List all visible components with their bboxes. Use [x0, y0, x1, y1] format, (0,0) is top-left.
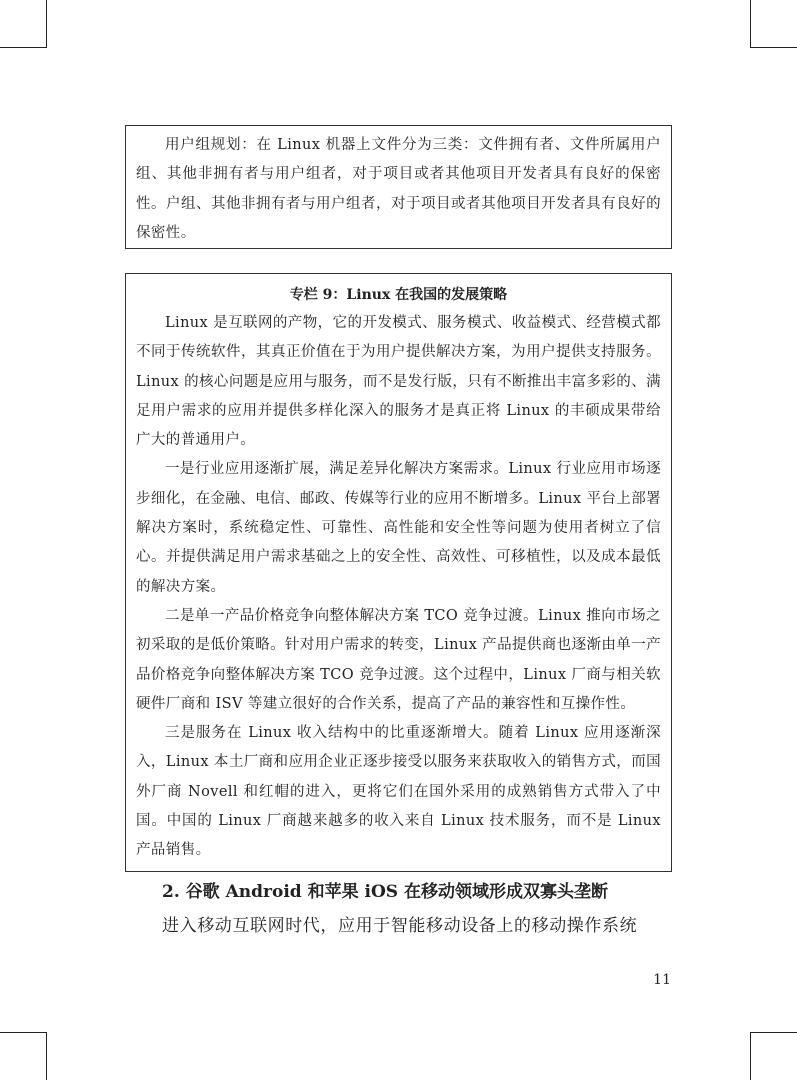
crop-mark — [750, 1032, 751, 1080]
body-paragraph: 进入移动互联网时代，应用于智能移动设备上的移动操作系统 — [162, 916, 638, 936]
crop-mark — [750, 0, 751, 48]
crop-mark — [751, 1032, 797, 1033]
crop-mark — [0, 1032, 46, 1033]
page-number: 11 — [653, 972, 671, 988]
sidebar-paragraph: 三是服务在 Linux 收入结构中的比重逐渐增大。随着 Linux 应用逐渐深入，Linux 本土厂商和应用企业正逐步接受以服务来获取收入的销售方式，而国外厂商 Novell 和红帽的进入，更将它们在国外采用的成熟销售方式带入了中国。中国的 Linux 厂商越来越多的收入来自 Linux 技术服务，而不是 Linux 产品销售。 — [136, 725, 661, 859]
sidebar-paragraph: 用户组规划：在 Linux 机器上文件分为三类：文件拥有者、文件所属用户组、其他非拥有者与用户组者，对于项目或者其他项目开发者具有良好的保密性。户组、其他非拥有者与用户组者，对于项目或者其他项目开发者具有良好的保密性。 — [136, 137, 661, 241]
section-heading: 2. 谷歌 Android 和苹果 iOS 在移动领域形成双寡头垄断 — [162, 882, 608, 902]
sidebar-title: 专栏 9：Linux 在我国的发展策略 — [289, 287, 508, 303]
sidebar-box-user-group — [125, 125, 672, 249]
sidebar-box-linux-strategy — [125, 273, 672, 872]
sidebar-paragraph: 一是行业应用逐渐扩展，满足差异化解决方案需求。Linux 行业应用市场逐步细化，在金融、电信、邮政、传媒等行业的应用不断增多。Linux 平台上部署解决方案时，系统稳定性、可靠性、高性能和安全性等问题为使用者树立了信心。并提供满足用户需求基础之上的安全性、高效性、可移植性，以及成本最低的解决方案。 — [136, 461, 661, 595]
crop-mark — [46, 0, 47, 48]
sidebar-paragraph: 二是单一产品价格竞争向整体解决方案 TCO 竞争过渡。Linux 推向市场之初采取的是低价策略。针对用户需求的转变，Linux 产品提供商也逐渐由单一产品价格竞争向整体解决方案 TCO 竞争过渡。这个过程中，Linux 厂商与相关软硬件厂商和 ISV 等建立很好的合作关系，提高了产品的兼容性和互操作性。 — [136, 607, 661, 712]
crop-mark — [46, 1032, 47, 1080]
sidebar-paragraph: Linux 是互联网的产物，它的开发模式、服务模式、收益模式、经营模式都不同于传统软件，其真正价值在于为用户提供解决方案，为用户提供支持服务。Linux 的核心问题是应用与服务，而不是发行版，只有不断推出丰富多彩的、满足用户需求的应用并提供多样化深入的服务才是真正将 Linux 的丰硕成果带给广大的普通用户。 — [136, 315, 661, 449]
crop-mark — [0, 47, 46, 48]
crop-mark — [751, 47, 797, 48]
